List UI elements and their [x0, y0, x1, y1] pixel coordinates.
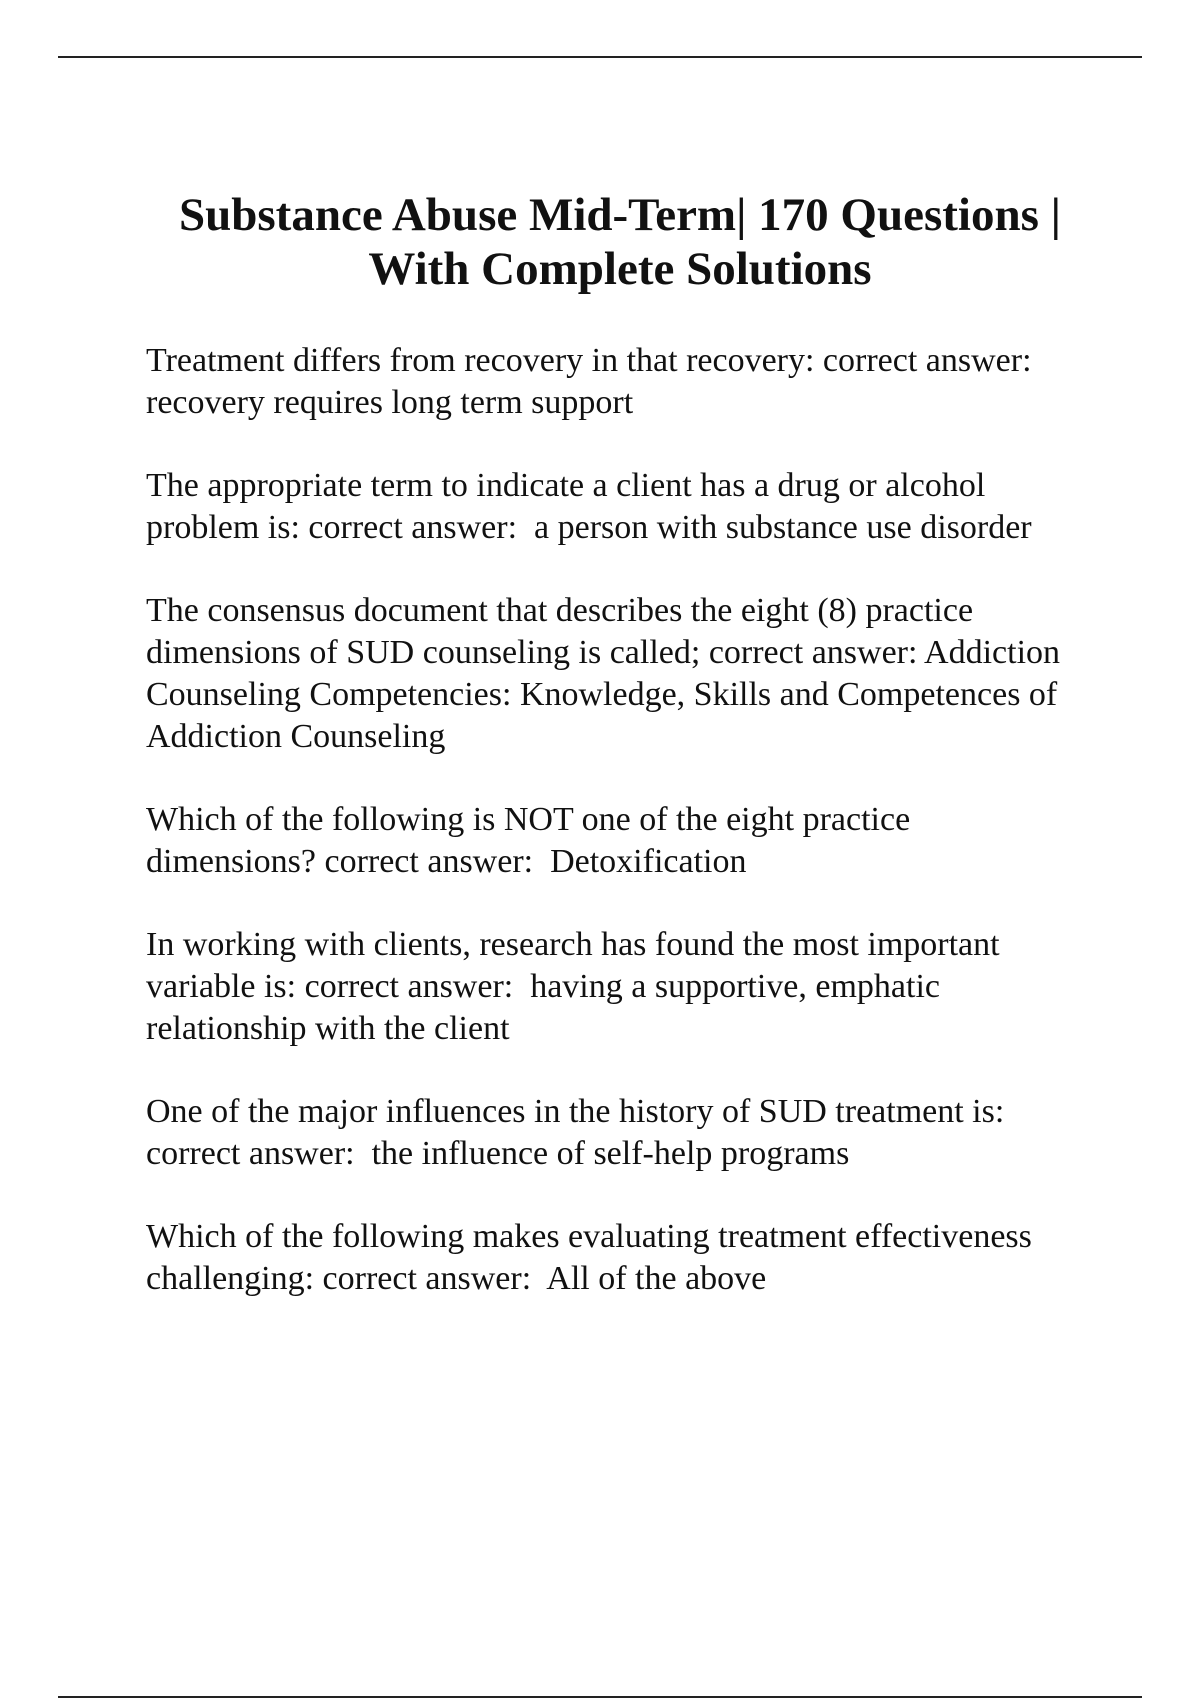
title-line-1: Substance Abuse Mid-Term| 170 Questions | — [178, 189, 1062, 241]
top-divider — [58, 56, 1142, 58]
bottom-divider — [58, 1696, 1142, 1698]
question-answer-item: In working with clients, research has found the most important variable is: correct answer: having a supportive, emphatic relationship with the client — [146, 926, 1009, 1047]
title-line-2: With Complete Solutions — [368, 243, 872, 295]
document-title — [100, 188, 1140, 296]
question-answer-item: The appropriate term to indicate a client has a drug or alcohol problem is: correct answer: a person with substance use disorder — [146, 467, 1032, 546]
question-answer-item: Treatment differs from recovery in that recovery: correct answer: recovery requires long term support — [146, 342, 1049, 421]
question-answer-item: Which of the following makes evaluating treatment effectiveness challenging: correct answer: All of the above — [146, 1218, 1041, 1297]
question-answer-item: The consensus document that describes the eight (8) practice dimensions of SUD counseling is called; correct answer: Addiction Counseling Competencies: Knowledge, Skills and Competences of Addiction Counseling — [146, 592, 1069, 755]
question-list — [146, 340, 1086, 1341]
question-answer-item: One of the major influences in the history of SUD treatment is: correct answer: the influence of self-help programs — [146, 1093, 1013, 1172]
question-answer-item: Which of the following is NOT one of the eight practice dimensions? correct answer: Detoxification — [146, 801, 919, 880]
